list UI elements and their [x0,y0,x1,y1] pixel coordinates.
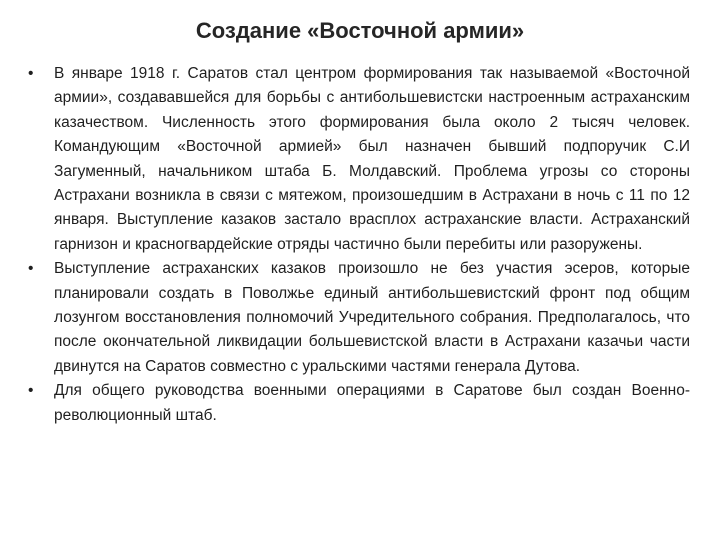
bullet-text-1: В январе 1918 г. Саратов стал центром формирования так называемой «Восточной армии», создававшейся для борьбы с антибольшевистски настроенным астраханским казачеством. Численность этого формирования была около 2 тысяч человек. Командующим «Восточной армией» был назначен бывший подпоручик С.И Загуменный, начальником штаба Б. Молдавский. Проблема угрозы со стороны Астрахани возникла в связи с мятежом, произошедшим в Астрахани в ночь с 11 по 12 января. Выступление казаков застало врасплох астраханские власти. Астраханский гарнизон и красногвардейские отряды частично были перебиты или разоружены. [54,65,690,253]
slide-title: Создание «Восточной армии» [195,18,525,43]
bullet-text-3: Для общего руководства военными операциями в Саратове был создан Военно-революционный штаб. [54,382,690,424]
bullet-item-2 [28,257,690,379]
bullet-icon: • [28,65,34,82]
bullet-item-3 [28,379,690,428]
bullet-icon: • [28,382,34,400]
bullet-icon: • [28,260,34,278]
bullet-item-1 [28,62,690,257]
bullet-list [28,62,690,428]
bullet-text-2: Выступление астраханских казаков произошло не без участия эсеров, которые планировали создать в Поволжье единый антибольшевистский фронт под общим лозунгом восстановления полномочий Учредительного собрания. Предполагалось, что после окончательной ликвидации большевистской власти в Астрахани казачьи части двинутся на Саратов совместно с уральскими частями генерала Дутова. [54,260,690,375]
